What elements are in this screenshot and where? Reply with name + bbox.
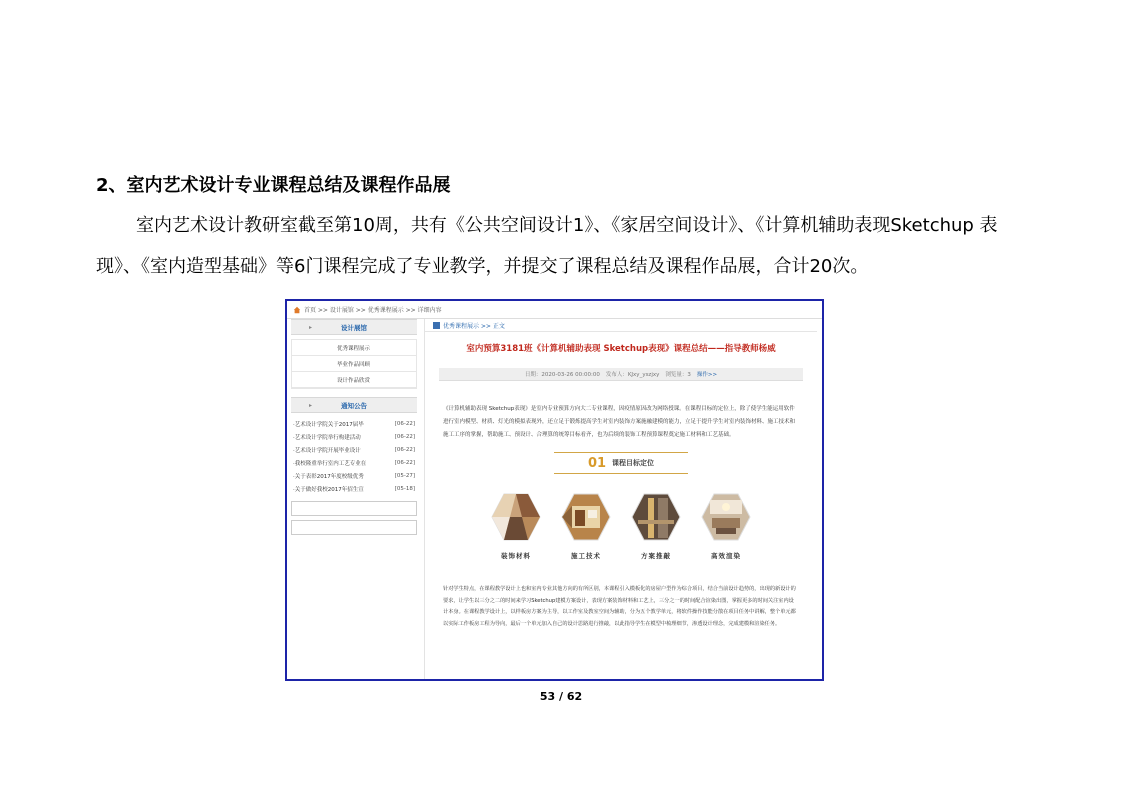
section-title: 2、室内艺术设计专业课程总结及课程作品展 xyxy=(96,175,451,196)
news-item[interactable]: ·关于做好我校2017年招生宣 [05-18] xyxy=(293,485,415,493)
news-item[interactable]: ·我校隆重举行室内工艺专业在 [06-22] xyxy=(293,459,415,467)
article-body: 针对学生特点，在课程教学设计上也和室内专业其他方向的有所区别，本课程引入模板化的房屋户型作为综合项目，结合当前设计趋势的，出现的新设计的要求，让学生以三分之二的时间来学习Sketchup建模方案设计，表现方案装饰材料和工艺上，三分之一的时间配合渲染出图，掌握更多的时间关注室内设计本身。在课程教学设计上，以样板房方案为主导，以工作室及教室空间为辅助，分为五个教学单元，将软件操作技能分散在项目任务中讲解，整个单元都以实际工作板房工程为导向，最后一个单元加入自己的设计思路进行推敲，以此指导学生在模型中梳理细节，渗透设计理念，完成建模和渲染任务。 xyxy=(443,586,796,627)
render-icon xyxy=(700,492,752,542)
article-meta xyxy=(439,368,803,381)
goal-caption: 高效渲染 xyxy=(711,552,741,560)
goal-label: 课程目标定位 xyxy=(612,459,655,467)
meta-publisher: 发布人：KJxy_yszjxy xyxy=(605,372,660,378)
website-screenshot xyxy=(285,299,824,681)
sidebar xyxy=(291,319,417,535)
home-icon xyxy=(293,306,301,314)
news-list xyxy=(291,417,417,495)
action-link[interactable]: 操作>> xyxy=(696,372,718,378)
goal-caption: 施工技术 xyxy=(571,552,601,560)
breadcrumb xyxy=(287,301,822,319)
news-item[interactable]: ·艺术设计学院关于2017届毕 [06-22] xyxy=(293,420,415,428)
goal-item xyxy=(698,492,754,560)
goal-caption: 装饰材料 xyxy=(501,552,531,560)
sidebar-item-graduation-works[interactable]: 毕业作品回顾 xyxy=(292,356,416,372)
article-title: 室内预算3181班《计算机辅助表现 Sketchup表现》课程总结——指导教师杨威 xyxy=(466,344,776,354)
bullet-icon: ▸ xyxy=(309,401,313,409)
sidebar-heading-gallery: ▸ 设计展馆 xyxy=(291,319,417,335)
scheme-icon xyxy=(630,492,682,542)
sidebar-item-design-works[interactable]: 设计作品欣赏 xyxy=(292,372,416,388)
goal-caption: 方案推敲 xyxy=(641,552,671,560)
goal-item xyxy=(558,492,614,560)
materials-icon xyxy=(490,492,542,542)
meta-views: 浏览量：3 xyxy=(665,372,691,378)
sidebar-menu xyxy=(291,339,417,389)
goal-item xyxy=(628,492,684,560)
article-intro: 《计算机辅助表现 Sketchup表现》是室内专业预算方向大二专业课程，因疫情原因改为网络授课。在课程目标的定位上，除了使学生能运用软件进行室内模型、材质、灯光的模拟表现外，还立足于锻炼提高学生对室内装饰方案施融建模的能力，立足于提升学生对室内装饰材料、施工技术和施工工序的掌握，帮助施工、预设计、合理算的统筹目标看齐，也为后续的装饰工程预算课程奠定施工材料和工艺基础。 xyxy=(443,406,796,438)
news-item[interactable]: ·关于表彰2017年度校级优秀 [05-27] xyxy=(293,472,415,480)
goal-icons xyxy=(425,492,817,560)
goal-item xyxy=(488,492,544,560)
bullet-icon: ▸ xyxy=(309,323,313,331)
content-breadcrumb xyxy=(425,319,817,332)
goal-banner xyxy=(554,452,688,474)
body-paragraph: 室内艺术设计教研室截至第10周，共有《公共空间设计1》、《家居空间设计》、《计算机辅助表现Sketchup 表现》、《室内造型基础》等6门课程完成了专业教学，并提交了课程总结及课程作品展，合计20次。 xyxy=(96,215,998,277)
news-item[interactable]: ·艺术设计学院举行构建活动 [06-22] xyxy=(293,433,415,441)
news-item[interactable]: ·艺术设计学院开展毕业设计 [06-22] xyxy=(293,446,415,454)
page-number: 53 / 62 xyxy=(539,690,583,703)
breadcrumb-text: 首页 >> 设计展馆 >> 优秀课程展示 >> 详细内容 xyxy=(304,307,442,314)
sidebar-item-excellent-courses[interactable]: 优秀课程展示 xyxy=(292,340,416,356)
meta-date: 日期：2020-03-26 00:00:00 xyxy=(524,372,600,378)
construction-icon xyxy=(560,492,612,542)
article-panel xyxy=(424,319,817,679)
sidebar-heading-notice: ▸ 通知公告 xyxy=(291,397,417,413)
content-breadcrumb-text[interactable]: 优秀课程展示 >> 正文 xyxy=(443,322,505,330)
goal-number: 01 xyxy=(587,455,607,471)
document-icon xyxy=(433,322,440,329)
empty-panel xyxy=(291,520,417,535)
empty-panel xyxy=(291,501,417,516)
